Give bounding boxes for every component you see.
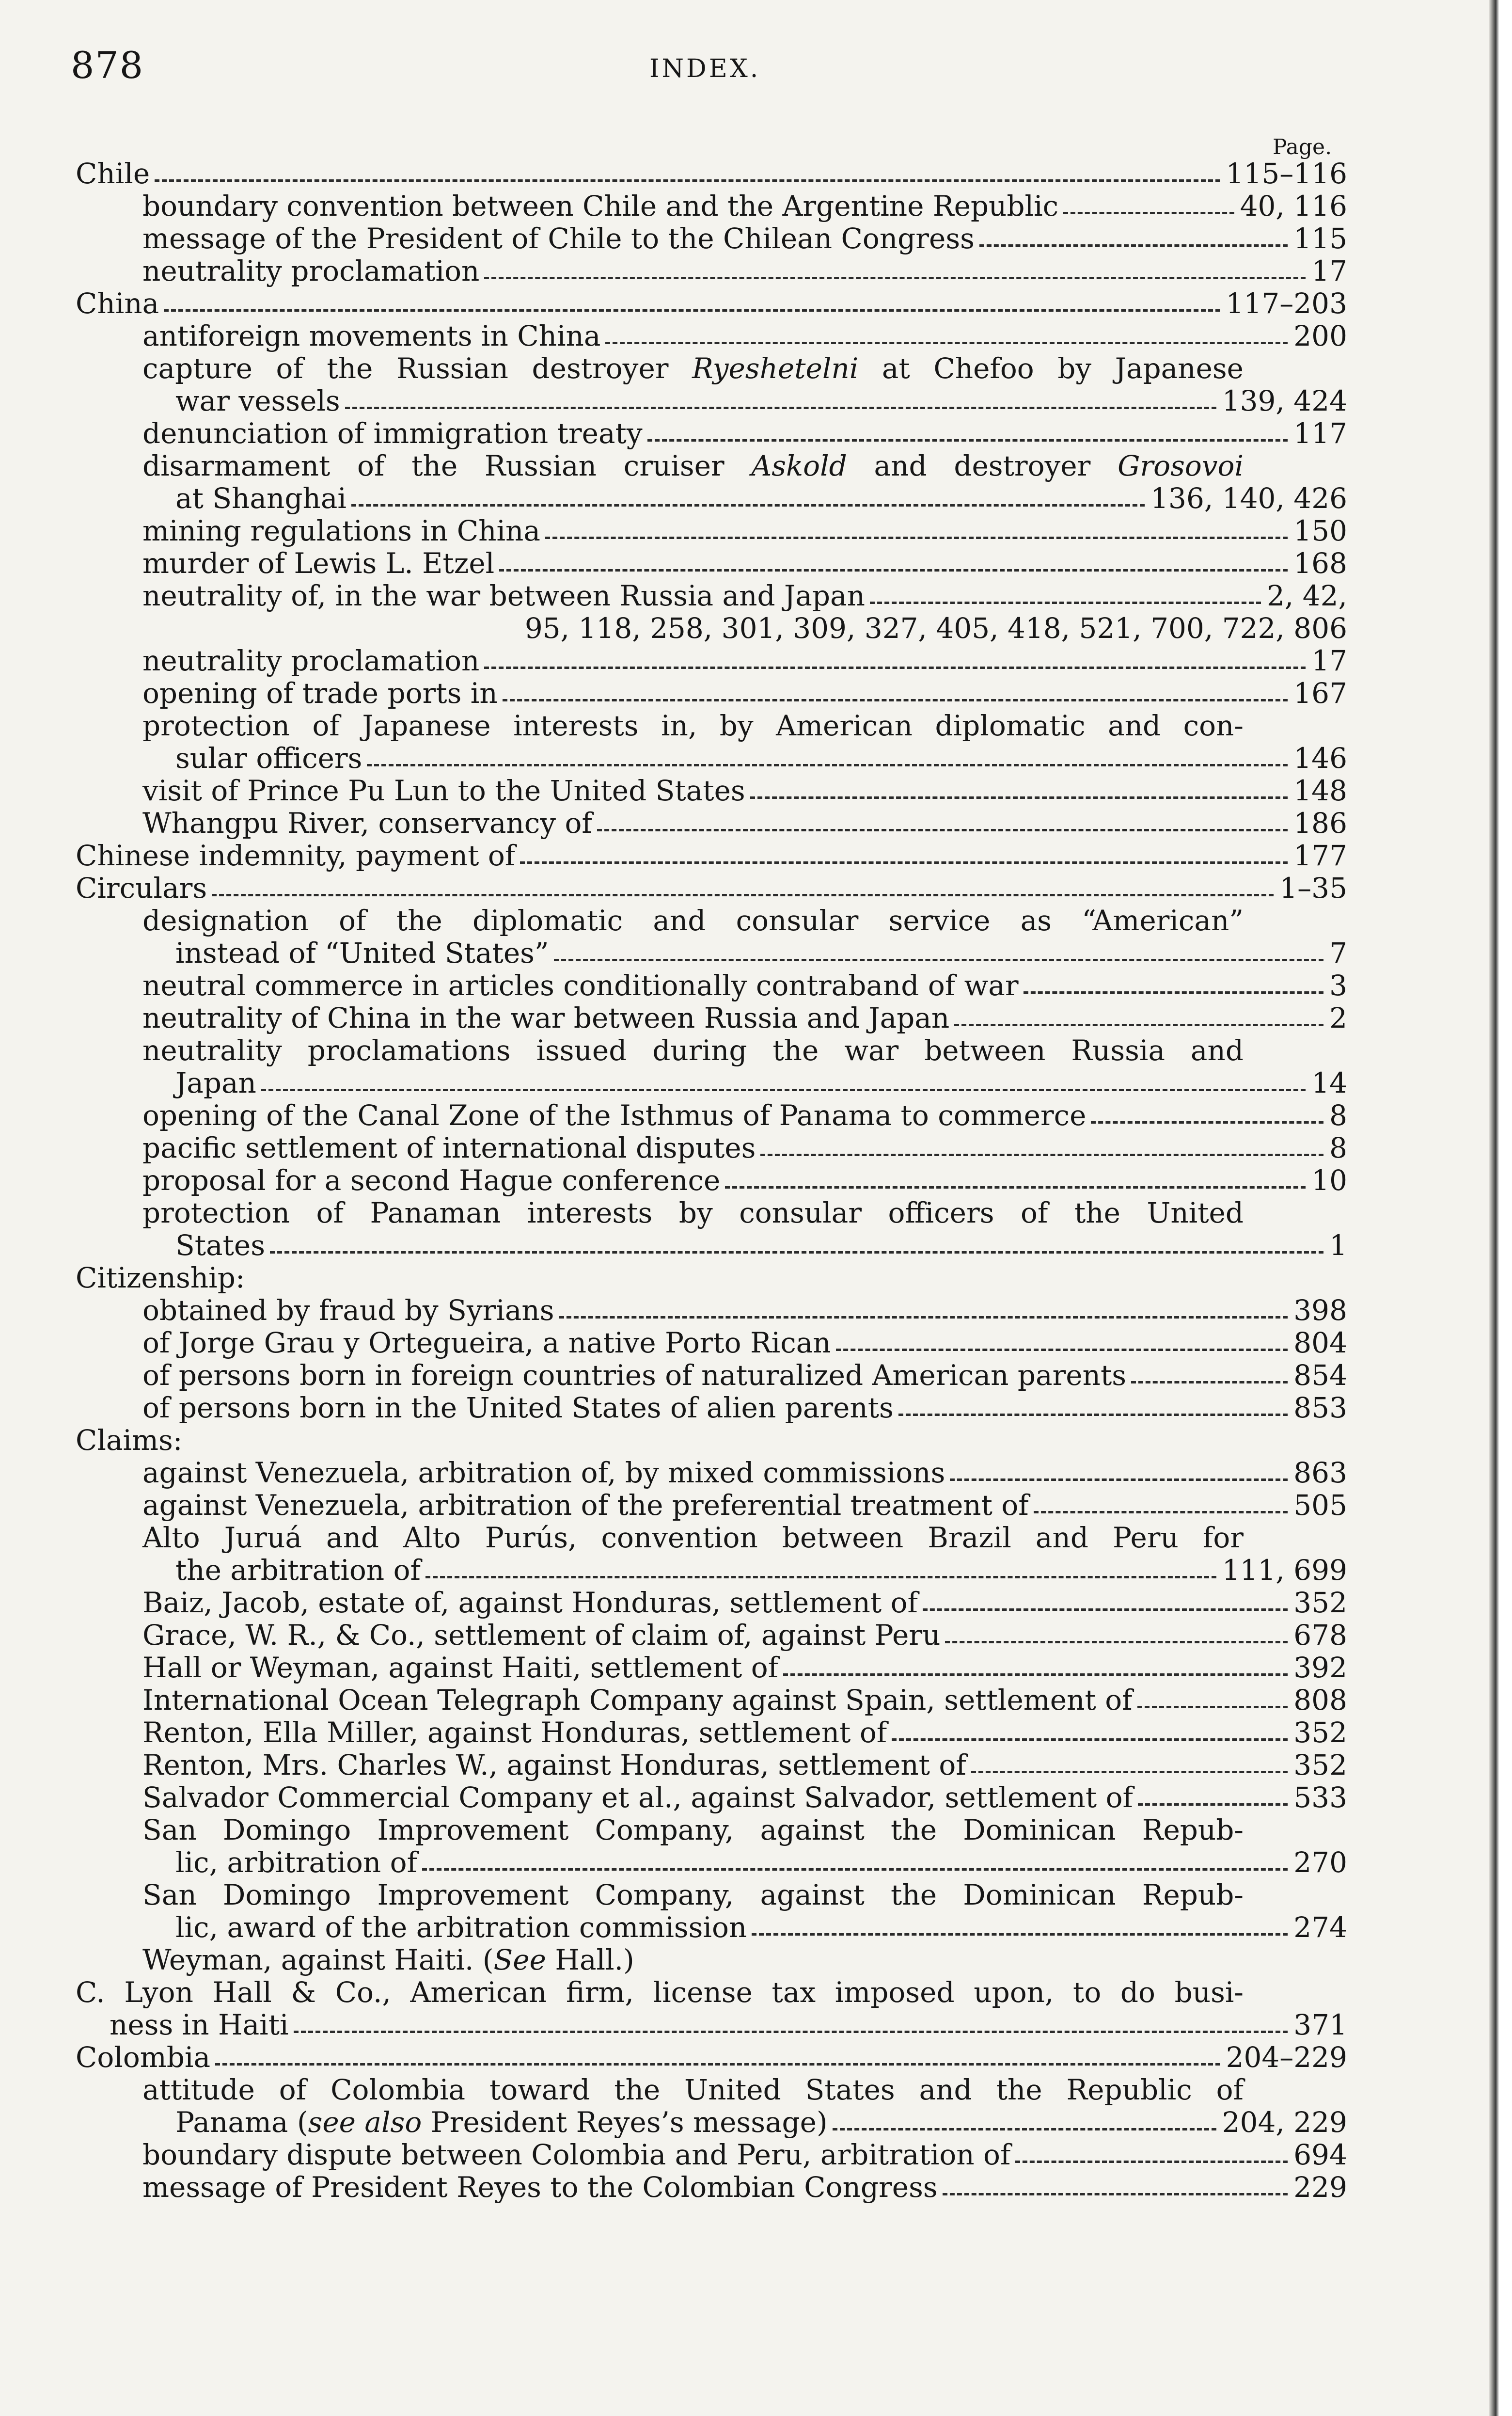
- index-subentry-continuation: at Shanghai 136, 140, 426: [175, 482, 1347, 515]
- index-subentry: protection of Panaman interests by consular officers of the United: [142, 1196, 1244, 1229]
- index-subentry: Baiz, Jacob, estate of, against Honduras, settlement of 352: [142, 1586, 1347, 1619]
- index-subentry-continuation: instead of “United States” 7: [175, 937, 1347, 970]
- index-subentry: neutral commerce in articles conditionally contraband of war 3: [142, 969, 1347, 1002]
- index-subentry: San Domingo Improvement Company, against the Dominican Repub-: [142, 1878, 1244, 1911]
- index-subentry: neutrality proclamation 17: [142, 644, 1347, 677]
- index-subentry: International Ocean Telegraph Company against Spain, settlement of 808: [142, 1684, 1347, 1717]
- index-subentry: disarmament of the Russian cruiser Askold and destroyer Grosovoi: [142, 449, 1244, 482]
- index-subentry: attitude of Colombia toward the United States and the Republic of: [142, 2073, 1244, 2106]
- index-subentry: San Domingo Improvement Company, against the Dominican Repub-: [142, 1813, 1244, 1846]
- index-subentry: obtained by fraud by Syrians 398: [142, 1294, 1347, 1327]
- page-binding-edge: [1489, 0, 1512, 2416]
- index-subentry: proposal for a second Hague conference 10: [142, 1164, 1347, 1197]
- index-entry: Colombia 204–229: [76, 2041, 1347, 2074]
- index-subentry-continuation: war vessels 139, 424: [175, 384, 1347, 417]
- index-subentry: neutrality proclamations issued during the war between Russia and: [142, 1034, 1244, 1067]
- index-entry: Chinese indemnity, payment of 177: [76, 839, 1347, 872]
- index-subentry: neutrality of, in the war between Russia and Japan 2, 42,: [142, 579, 1347, 612]
- index-subentry: Renton, Mrs. Charles W., against Honduras, settlement of 352: [142, 1748, 1347, 1781]
- index-entry: C. Lyon Hall & Co., American firm, license tax imposed upon, to do busi-: [76, 1976, 1244, 2009]
- index-entry-continuation: ness in Haiti 371: [110, 2008, 1347, 2041]
- page-list-continuation: 95, 118, 258, 301, 309, 327, 405, 418, 521, 700, 722, 806: [524, 612, 1347, 645]
- index-subentry-continuation: sular officers 146: [175, 742, 1347, 775]
- index-subentry: message of President Reyes to the Colombian Congress 229: [142, 2171, 1347, 2204]
- index-subentry: opening of the Canal Zone of the Isthmus of Panama to commerce 8: [142, 1099, 1347, 1132]
- index-subentry: boundary convention between Chile and the Argentine Republic 40, 116: [142, 190, 1347, 223]
- index-subentry: of persons born in foreign countries of naturalized American parents 854: [142, 1359, 1347, 1392]
- index-subentry: murder of Lewis L. Etzel 168: [142, 547, 1347, 580]
- index-subentry: message of the President of Chile to the Chilean Congress 115: [142, 222, 1347, 255]
- index-subentry: capture of the Russian destroyer Ryeshetelni at Chefoo by Japanese: [142, 352, 1244, 385]
- index-subentry: boundary dispute between Colombia and Peru, arbitration of 694: [142, 2138, 1347, 2171]
- page-number: 878: [71, 44, 144, 87]
- index-subentry: Salvador Commercial Company et al., against Salvador, settlement of 533: [142, 1781, 1347, 1814]
- index-subentry-continuation: lic, award of the arbitration commission 274: [175, 1911, 1347, 1944]
- index-entry: China 117–203: [76, 287, 1347, 320]
- index-subentry: Whangpu River, conservancy of 186: [142, 807, 1347, 840]
- index-subentry: against Venezuela, arbitration of, by mixed commissions 863: [142, 1456, 1347, 1489]
- index-entry: Claims:: [76, 1424, 183, 1457]
- index-entry: Citizenship:: [76, 1261, 245, 1294]
- index-subentry: Weyman, against Haiti. (See Hall.): [142, 1943, 634, 1976]
- index-subentry: protection of Japanese interests in, by American diplomatic and con-: [142, 709, 1244, 742]
- index-subentry: Hall or Weyman, against Haiti, settlement of 392: [142, 1651, 1347, 1684]
- index-subentry: designation of the diplomatic and consular service as “American”: [142, 904, 1244, 937]
- index-subentry: antiforeign movements in China 200: [142, 319, 1347, 352]
- index-subentry: neutrality proclamation 17: [142, 254, 1347, 287]
- index-subentry: mining regulations in China 150: [142, 514, 1347, 547]
- index-subentry-continuation: Panama (see also President Reyes’s message) 204, 229: [175, 2106, 1347, 2139]
- index-subentry: against Venezuela, arbitration of the preferential treatment of 505: [142, 1489, 1347, 1522]
- index-entry: Circulars 1–35: [76, 872, 1347, 905]
- index-subentry: neutrality of China in the war between Russia and Japan 2: [142, 1001, 1347, 1034]
- index-subentry: of Jorge Grau y Ortegueira, a native Porto Rican 804: [142, 1326, 1347, 1359]
- index-subentry: opening of trade ports in 167: [142, 677, 1347, 710]
- index-subentry: visit of Prince Pu Lun to the United States 148: [142, 774, 1347, 807]
- index-subentry-continuation: States 1: [175, 1229, 1347, 1262]
- index-entry: Chile 115–116: [76, 157, 1347, 190]
- index-subentry-continuation: Japan 14: [175, 1066, 1347, 1099]
- index-subentry: Alto Juruá and Alto Purús, convention between Brazil and Peru for: [142, 1521, 1244, 1554]
- index-subentry-continuation: the arbitration of 111, 699: [175, 1554, 1347, 1587]
- index-subentry: of persons born in the United States of alien parents 853: [142, 1391, 1347, 1424]
- running-title: INDEX.: [649, 54, 761, 83]
- index-subentry: pacific settlement of international disputes 8: [142, 1131, 1347, 1164]
- index-subentry: denunciation of immigration treaty 117: [142, 417, 1347, 450]
- page-column-label: Page.: [1273, 135, 1332, 159]
- index-subentry-continuation: lic, arbitration of 270: [175, 1846, 1347, 1879]
- index-subentry: Renton, Ella Miller, against Honduras, settlement of 352: [142, 1716, 1347, 1749]
- index-subentry: Grace, W. R., & Co., settlement of claim of, against Peru 678: [142, 1619, 1347, 1652]
